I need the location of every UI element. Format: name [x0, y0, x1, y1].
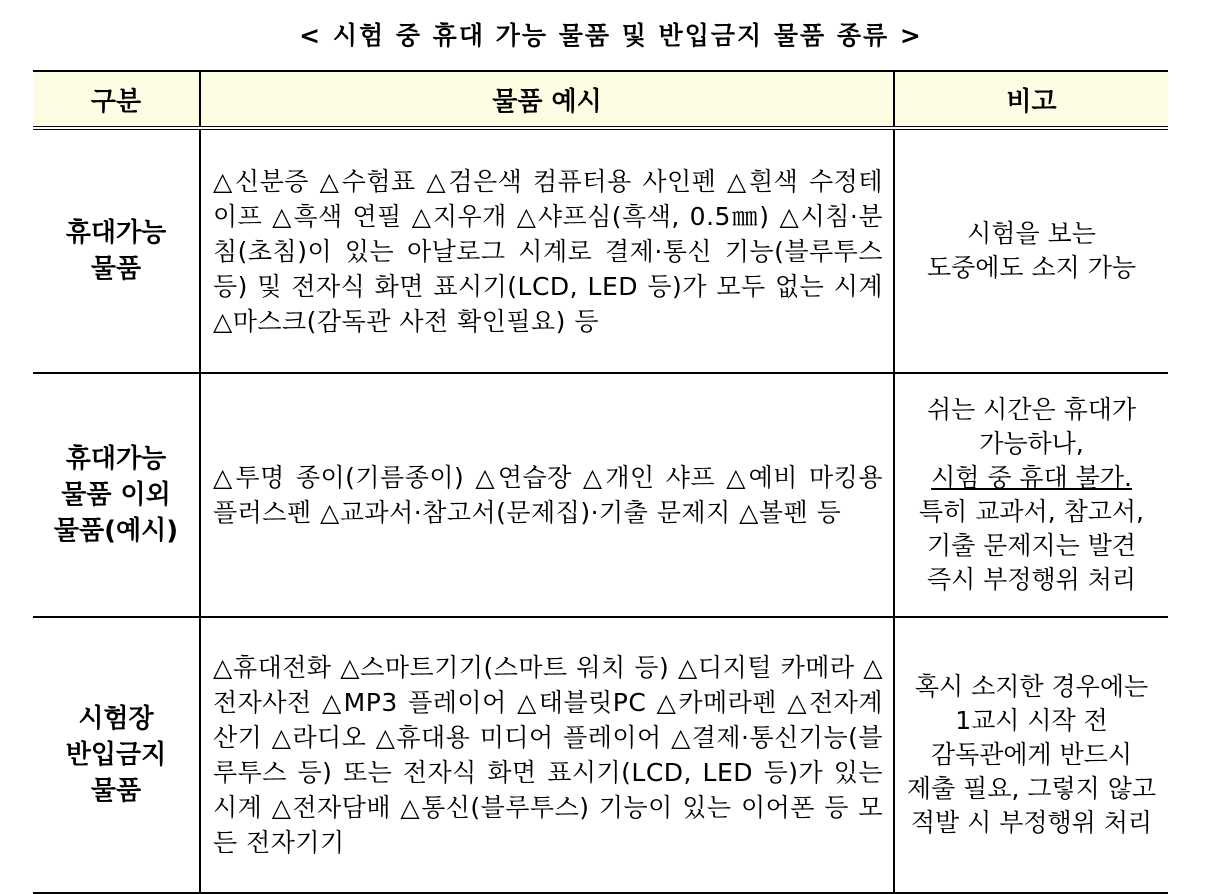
category-line: 물품(예시): [53, 516, 179, 546]
items-cell: △휴대전화 △스마트기기(스마트 워치 등) △디지털 카메라 △전자사전 △MP3 플레이어 △태블릿PC △카메라펜 △전자계산기 △라디오 △휴대용 미디어 플레이어 △결제·통신기능(블루투스 등) 또는 전자식 화면 표시기(LCD, LED 등)가 있는 시계 △전자담배 △통신(블루투스) 기능이 있는 이어폰 등 모든 전자기기: [200, 617, 894, 893]
note-line: 감독관에게 반드시: [930, 740, 1133, 769]
table-row: [33, 617, 1168, 893]
note-line: 적발 시 부정행위 처리: [910, 808, 1153, 837]
note-line: 즉시 부정행위 처리: [926, 565, 1137, 594]
category-line: 휴대가능: [65, 218, 167, 248]
category-line: 물품 이외: [61, 480, 171, 510]
note-line: 시험을 보는: [967, 219, 1096, 248]
items-cell: △신분증 △수험표 △검은색 컴퓨터용 사인펜 △흰색 수정테이프 △흑색 연필 △지우개 △샤프심(흑색, 0.5㎜) △시침·분침(초침)이 있는 아날로그 시계로 결제·통신 기능(블루투스 등) 및 전자식 화면 표시기(LCD, LED 등)가 모두 없는 시계 △마스크(감독관 사전 확인필요) 등: [200, 128, 894, 373]
table-row: [33, 128, 1168, 373]
note-underlined-text: 시험 중 휴대 불가.: [931, 463, 1132, 492]
note-line: 혹시 소지한 경우에는: [914, 672, 1149, 701]
category-cell: [33, 617, 200, 893]
header-category: 구분: [33, 71, 200, 128]
note-line: 쉬는 시간은 휴대가: [926, 395, 1137, 424]
category-line: 시험장: [78, 704, 154, 734]
header-items: 물품 예시: [200, 71, 894, 128]
table-row: [33, 373, 1168, 617]
note-cell: [894, 128, 1168, 373]
note-line: 가능하나,: [979, 429, 1084, 458]
note-line: 제출 필요, 그렇지 않고: [906, 774, 1157, 803]
note-line: 1교시 시작 전: [955, 706, 1108, 735]
note-line: 특히 교과서, 참고서,: [919, 497, 1144, 526]
category-cell: [33, 128, 200, 373]
category-line: 물품: [90, 776, 142, 806]
category-line: 휴대가능: [65, 444, 167, 474]
note-cell: [894, 373, 1168, 617]
table-header-row: [33, 71, 1168, 128]
document-title: < 시험 중 휴대 가능 물품 및 반입금지 물품 종류 >: [299, 21, 923, 50]
items-table: [33, 70, 1168, 894]
note-line: [899, 461, 1164, 495]
header-note: 비고: [894, 71, 1168, 128]
note-cell: [894, 617, 1168, 893]
category-cell: [33, 373, 200, 617]
note-line: 기출 문제지는 발견: [926, 531, 1137, 560]
note-line: 도중에도 소지 가능: [926, 253, 1137, 282]
category-line: 반입금지: [65, 740, 167, 770]
items-cell: △투명 종이(기름종이) △연습장 △개인 샤프 △예비 마킹용 플러스펜 △교과서·참고서(문제집)·기출 문제지 △볼펜 등: [200, 373, 894, 617]
category-line: 물품: [90, 254, 142, 284]
